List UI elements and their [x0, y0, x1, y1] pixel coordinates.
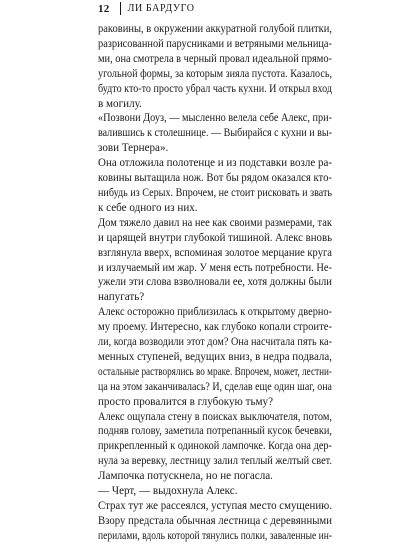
- text-line: Взору предстала обычная лестница с деревянными: [98, 514, 332, 527]
- text-line: в могилу.: [98, 97, 142, 110]
- text-line: Дом тяжело давил на нее как своими размерами, так: [98, 216, 332, 229]
- text-line: будто кто-то просто убрал часть кухни. И открыл вход: [98, 82, 332, 95]
- text-line: напугать?: [98, 291, 145, 304]
- text-line: му проему. Интересно, как глубоко копали строите-: [98, 321, 332, 334]
- text-line: ковины вытащила нож. Вот бы рядом оказался кто-: [98, 172, 332, 185]
- text-line: разрисованной парусниками и ветряными мельница-: [98, 37, 332, 50]
- text-line: «Позвони Доуз, — мысленно велела себе Алекс, при-: [98, 112, 332, 125]
- paragraph: [98, 499, 332, 544]
- text-line: ли, когда возводили этот дом? Она насчитала пять ка-: [98, 336, 332, 349]
- text-line: ми, она смотрела в черный провал идеальной прямо-: [98, 52, 332, 65]
- text-line: остальные растворялись во мраке. Впрочем, может, лестни-: [98, 365, 332, 378]
- running-head: [98, 1, 195, 16]
- paragraph: [98, 216, 332, 305]
- text-line: и царящей внутри глубокой тишиной. Алекс вновь: [98, 231, 332, 244]
- text-line: прикрепленный к одинокой лампочке. Когда она дер-: [98, 440, 332, 453]
- text-line: подняв голову, заметила потрепанный кусок бечевки,: [98, 425, 332, 438]
- text-line: угольной формы, за которым зияла пустота. Казалось,: [98, 67, 332, 80]
- paragraph: [98, 305, 332, 409]
- page-number: 12: [98, 2, 110, 15]
- text-line: Алекс ощупала стену в поисках выключателя, потом,: [98, 410, 332, 423]
- text-line: ца на этом заканчивалась? И, сделав еще один шаг, она: [98, 380, 332, 393]
- text-line: Алекс осторожно приблизилась к открытому дверно-: [98, 306, 332, 319]
- paragraph: [98, 111, 332, 156]
- paragraph: [98, 410, 332, 485]
- paragraph: [98, 484, 332, 499]
- paragraph: [98, 156, 332, 216]
- text-line: нибудь из Серых. Впрочем, не стоит рисковать и звать: [98, 186, 332, 199]
- text-line: Она отложила полотенце и из подставки возле ра-: [98, 157, 332, 170]
- paragraph: [98, 22, 332, 111]
- text-line: и излучаемый им жар. У меня есть потребности. Не-: [98, 261, 332, 274]
- running-head-divider: [120, 2, 121, 15]
- running-head-title: ЛИ БАРДУГО: [127, 3, 195, 14]
- text-line: — Черт, — выдохнула Алекс.: [98, 485, 238, 498]
- text-line: валившись к столешнице. — Выбирайся с кухни и вы-: [98, 127, 332, 140]
- text-line: зови Тернера».: [98, 142, 169, 155]
- text-line: перилами, вдоль которой тянулись полки, заваленные ин-: [98, 529, 332, 542]
- text-line: менных ступеней, ведущих вниз, в недра подвала,: [98, 350, 332, 363]
- text-line: ужели эти слова взволновали ее, хотя должны были: [98, 276, 332, 289]
- text-line: раковины, в окружении аккуратной голубой плитки,: [98, 23, 332, 35]
- text-line: к себе одного из них.: [98, 201, 198, 214]
- text-line: нула за веревку, лестницу залил теплый желтый свет.: [98, 455, 332, 468]
- text-line: взглянула вверх, вспоминая золотое мерцание круга: [98, 246, 332, 259]
- text-line: Лампочка потускнела, но не погасла.: [98, 470, 273, 483]
- text-line: просто провалится в глубокую тьму?: [98, 395, 274, 408]
- text-line: Страх тут же рассеялся, уступая место смущению.: [98, 500, 332, 512]
- body-text: [98, 22, 332, 544]
